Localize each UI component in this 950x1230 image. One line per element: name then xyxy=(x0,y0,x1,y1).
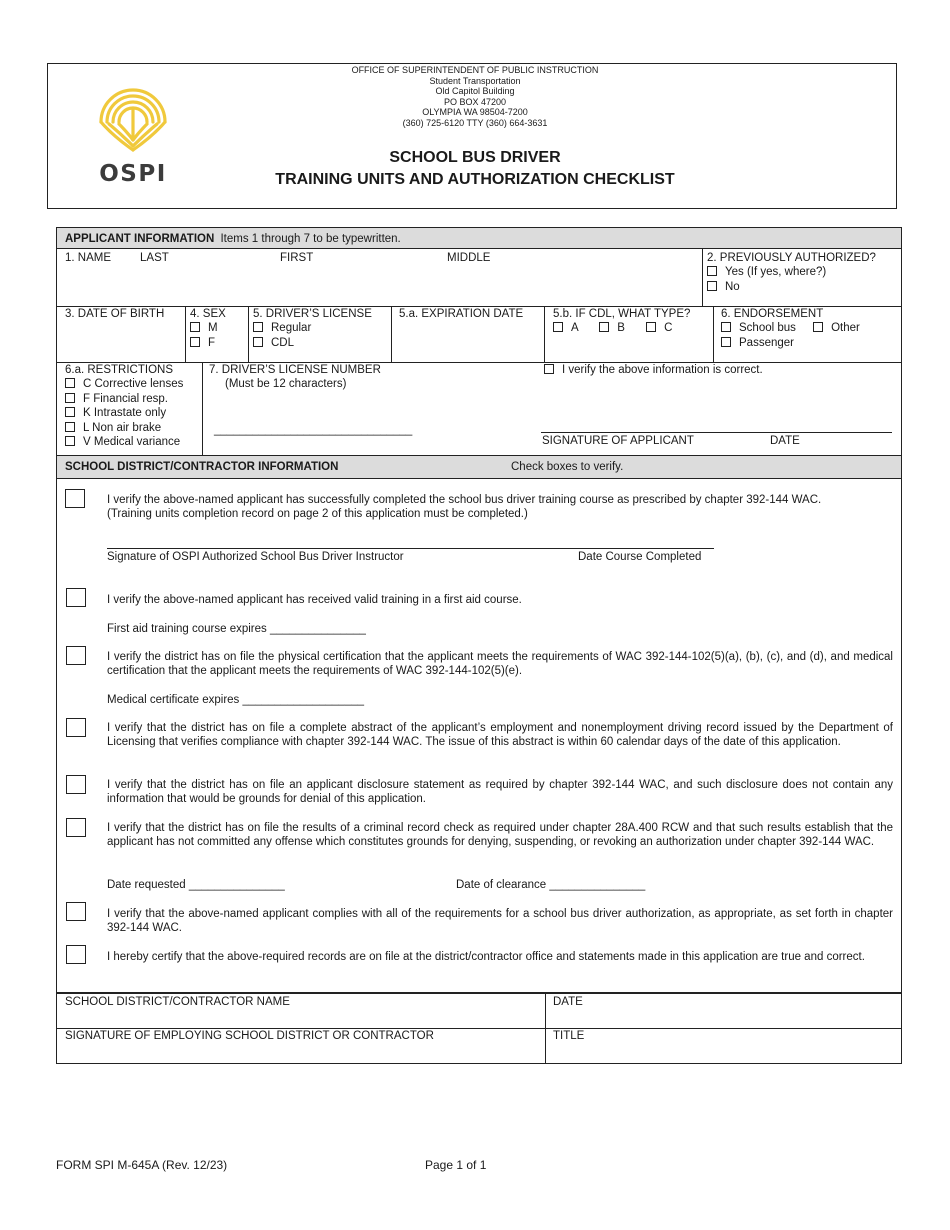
item3-text: I verify the district has on file the physical certification that the applicant meets the requirements of WAC 392-144-102(5)(a), (b), (c), and (d), and medical certification that the applicant meets the requirements of WAC 392-144-102(5)(e). xyxy=(107,651,893,678)
form-id: FORM SPI M-645A (Rev. 12/23) xyxy=(56,1158,228,1172)
sex-m-checkbox[interactable] xyxy=(190,322,200,332)
item2-text: I verify the above-named applicant has received valid training in a first aid course. xyxy=(107,594,522,606)
cdl-a-option[interactable]: A xyxy=(553,322,578,334)
district-section-title: SCHOOL DISTRICT/CONTRACTOR INFORMATION xyxy=(65,461,339,473)
restrictions-label: 6.a. RESTRICTIONS xyxy=(65,364,173,376)
course-date-label: Date Course Completed xyxy=(578,551,702,563)
date-clearance[interactable]: Date of clearance _______________ xyxy=(456,879,646,891)
contractor-name-field[interactable]: SCHOOL DISTRICT/CONTRACTOR NAME xyxy=(65,996,290,1008)
cdl-b-checkbox[interactable] xyxy=(599,322,609,332)
end-schoolbus-checkbox[interactable] xyxy=(721,322,731,332)
end-other-checkbox[interactable] xyxy=(813,322,823,332)
expiration-label[interactable]: 5.a. EXPIRATION DATE xyxy=(399,308,524,320)
item6-text: I verify that the district has on file the results of a criminal record check as required under chapter 28A.400 RCW and that such results establish that the applicant has not committed any offense which constitutes grounds for denying, suspending, or revoking an authorization under chapter 392-144 WAC. xyxy=(107,822,893,849)
office-name: OFFICE OF SUPERINTENDENT OF PUBLIC INSTRUCTION xyxy=(351,65,599,75)
end-schoolbus-option[interactable]: School bus xyxy=(721,322,796,334)
item4-text: I verify that the district has on file a complete abstract of the applicant’s employment and nonemployment driving record issued by the Department of Licensing that verifies compliance with chapter 392-144 WAC. The issue of this abstract is within 60 calendar days of the date of this application. xyxy=(107,722,893,749)
prev-yes-option[interactable]: Yes (If yes, where?) xyxy=(707,265,876,279)
cdl-c-checkbox[interactable] xyxy=(646,322,656,332)
ospi-logo xyxy=(93,84,173,189)
restriction-c-option[interactable]: C Corrective lenses xyxy=(65,377,183,391)
sex-m-option[interactable]: M xyxy=(190,321,226,335)
verify-option[interactable]: I verify the above information is correct. xyxy=(544,363,763,377)
applicant-table xyxy=(56,227,902,1064)
prev-no-option[interactable]: No xyxy=(707,280,876,294)
medical-expires[interactable]: Medical certificate expires ___________________ xyxy=(107,694,365,706)
restriction-c-checkbox[interactable] xyxy=(65,378,75,388)
restriction-f-checkbox[interactable] xyxy=(65,393,75,403)
prev-yes-checkbox[interactable] xyxy=(707,266,717,276)
date-requested[interactable]: Date requested _______________ xyxy=(107,879,285,891)
license-label: 5. DRIVER’S LICENSE xyxy=(253,308,372,320)
endorsement-label: 6. ENDORSEMENT xyxy=(721,308,824,320)
office-phone: (360) 725-6120 TTY (360) 664-3631 xyxy=(402,117,548,128)
end-passenger-checkbox[interactable] xyxy=(721,337,731,347)
dl-number-blank[interactable]: _______________________________ xyxy=(214,424,413,436)
logo-text: OSPI xyxy=(99,161,167,187)
restriction-v-option[interactable]: V Medical variance xyxy=(65,435,183,449)
end-other-option[interactable]: Other xyxy=(813,322,860,334)
office-pobox: PO BOX 47200 xyxy=(443,96,507,107)
license-cdl-option[interactable]: CDL xyxy=(253,336,372,350)
cdl-a-checkbox[interactable] xyxy=(553,322,563,332)
office-city: OLYMPIA WA 98504-7200 xyxy=(422,107,528,118)
prev-auth-label: 2. PREVIOUSLY AUTHORIZED? xyxy=(707,252,876,264)
form-title-line2: TRAINING UNITS AND AUTHORIZATION CHECKLIST xyxy=(275,171,675,188)
item1-text: I verify the above-named applicant has successfully completed the school bus driver training course as prescribed by chapter 392-144 WAC. (Training units completion record on page 2 of this application must be completed.) xyxy=(107,494,822,521)
item4-checkbox[interactable] xyxy=(66,718,86,737)
applicant-signature-line[interactable] xyxy=(541,432,892,433)
applicant-section-title: APPLICANT INFORMATION xyxy=(65,233,215,245)
last-label: LAST xyxy=(140,252,169,264)
item5-text: I verify that the district has on file an applicant disclosure statement as required by chapter 392-144 WAC, and such disclosure does not contain any information that would be grounds for denial of this application. xyxy=(107,779,893,806)
prev-no-checkbox[interactable] xyxy=(707,281,717,291)
restriction-v-checkbox[interactable] xyxy=(65,436,75,446)
name-field[interactable] xyxy=(65,251,111,265)
restriction-k-option[interactable]: K Intrastate only xyxy=(65,406,183,420)
applicant-date-label: DATE xyxy=(770,435,800,447)
restriction-f-option[interactable]: F Financial resp. xyxy=(65,392,183,406)
item5-checkbox[interactable] xyxy=(66,775,86,794)
ospi-logo-icon xyxy=(93,84,173,154)
instructor-signature-line[interactable] xyxy=(107,548,714,549)
district-section-note: Check boxes to verify. xyxy=(511,461,624,473)
item3-checkbox[interactable] xyxy=(66,646,86,665)
item7-checkbox[interactable] xyxy=(66,902,86,921)
sex-label: 4. SEX xyxy=(190,308,226,320)
cdl-b-option[interactable]: B xyxy=(599,322,625,334)
instructor-sig-label: Signature of OSPI Authorized School Bus Driver Instructor xyxy=(107,551,404,563)
office-dept: Student Transportation xyxy=(429,75,521,86)
restriction-k-checkbox[interactable] xyxy=(65,407,75,417)
middle-label: MIDDLE xyxy=(447,252,491,264)
first-label: FIRST xyxy=(280,252,314,264)
office-building: Old Capitol Building xyxy=(435,86,515,97)
item6-checkbox[interactable] xyxy=(66,818,86,837)
cdl-type-label: 5.b. IF CDL, WHAT TYPE? xyxy=(553,308,691,320)
employer-signature-field[interactable]: SIGNATURE OF EMPLOYING SCHOOL DISTRICT OR CONTRACTOR xyxy=(65,1030,434,1042)
license-cdl-checkbox[interactable] xyxy=(253,337,263,347)
first-aid-expires[interactable]: First aid training course expires _______________ xyxy=(107,623,366,635)
restriction-l-checkbox[interactable] xyxy=(65,422,75,432)
item2-checkbox[interactable] xyxy=(66,588,86,607)
page-number: Page 1 of 1 xyxy=(425,1158,487,1172)
item1-checkbox[interactable] xyxy=(65,489,85,508)
cdl-c-option[interactable]: C xyxy=(646,322,672,334)
sex-f-checkbox[interactable] xyxy=(190,337,200,347)
verify-checkbox[interactable] xyxy=(544,364,554,374)
end-passenger-option[interactable]: Passenger xyxy=(721,336,860,350)
applicant-section-note: Items 1 through 7 to be typewritten. xyxy=(220,233,401,245)
form-title-line1: SCHOOL BUS DRIVER xyxy=(389,149,561,166)
dl-number-note: (Must be 12 characters) xyxy=(225,378,347,391)
contractor-date-field[interactable]: DATE xyxy=(553,996,583,1008)
name-label: 1. NAME xyxy=(65,252,112,264)
item8-checkbox[interactable] xyxy=(66,945,86,964)
item8-text: I hereby certify that the above-required records are on file at the district/contractor office and statements made in this application are true and correct. xyxy=(107,951,865,963)
dl-number-label: 7. DRIVER’S LICENSE NUMBER xyxy=(209,364,381,376)
item7-text: I verify that the above-named applicant complies with all of the requirements for a school bus driver authorization, as appropriate, as set forth in chapter 392-144 WAC. xyxy=(107,908,893,935)
restriction-l-option[interactable]: L Non air brake xyxy=(65,421,183,435)
employer-title-field[interactable]: TITLE xyxy=(553,1030,585,1042)
signature-label: SIGNATURE OF APPLICANT xyxy=(542,435,694,447)
license-regular-checkbox[interactable] xyxy=(253,322,263,332)
sex-f-option[interactable]: F xyxy=(190,336,226,350)
license-regular-option[interactable]: Regular xyxy=(253,321,372,335)
dob-label[interactable]: 3. DATE OF BIRTH xyxy=(65,308,165,320)
